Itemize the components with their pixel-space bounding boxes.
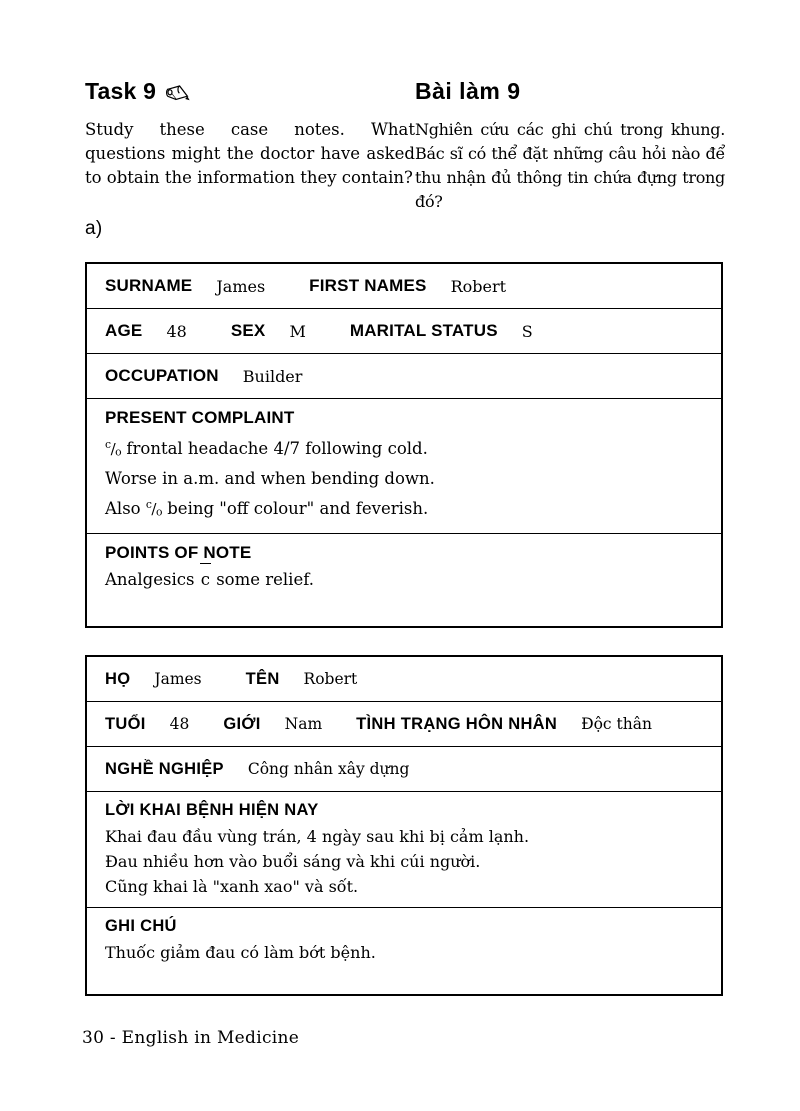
points-of-note-line-1	[105, 567, 721, 593]
points-of-note-rest: some relief.	[216, 570, 314, 590]
points-of-note-label: POINTS OF NOTE	[105, 543, 252, 563]
occupation-value: Builder	[242, 366, 303, 386]
row-surname-vi	[87, 657, 721, 702]
surname-value: James	[216, 276, 266, 296]
row-age-sex-marital-vi	[87, 702, 721, 747]
c-over-o-symbol: $^c/_o$	[105, 438, 122, 459]
row-occupation-vi	[87, 747, 721, 792]
present-complaint-label: PRESENT COMPLAINT	[105, 408, 295, 427]
present-complaint-line-3	[105, 492, 721, 526]
occupation-value-vi: Công nhân xây dựng	[247, 760, 410, 778]
row-present-complaint-vi	[87, 792, 721, 908]
vietnamese-task-title	[415, 78, 725, 104]
present-complaint-line-2: Worse in a.m. and when bending down.	[105, 468, 435, 488]
case-notes-box-english	[85, 262, 723, 628]
age-label-vi: TUỔI	[105, 714, 146, 733]
surname-value-vi: James	[154, 670, 202, 688]
vietnamese-column	[415, 78, 725, 214]
row-points-of-note-vi	[87, 908, 721, 973]
surname-label: SURNAME	[105, 276, 193, 295]
age-value-vi: 48	[169, 715, 190, 733]
marital-status-label-vi: TÌNH TRẠNG HÔN NHÂN	[356, 714, 558, 733]
task-title	[85, 78, 415, 104]
english-instruction-text: Study these case notes. What questions might the doctor have asked to obtain the information they contain?	[85, 120, 415, 187]
row-occupation	[87, 354, 721, 399]
row-age-sex-marital	[87, 309, 721, 354]
marital-status-value-vi: Độc thân	[581, 715, 652, 733]
pencil-icon	[165, 83, 191, 103]
section-letter: a)	[85, 218, 103, 239]
marital-status-label: MARITAL STATUS	[349, 321, 498, 340]
sex-value: M	[289, 321, 306, 341]
marital-status-value: S	[521, 321, 533, 341]
case-notes-box-vietnamese	[85, 655, 723, 996]
vietnamese-instruction-text: Nghiên cứu các ghi chú trong khung. Bác sĩ có thể đặt những câu hỏi nào để thu nhận đủ thông tin chứa đựng trong đó?	[415, 120, 725, 211]
c-with-overbar-symbol: c	[200, 567, 211, 593]
sex-label: SEX	[230, 321, 266, 340]
task-title-label: Task 9	[85, 77, 157, 104]
first-names-label-vi: TÊN	[245, 669, 280, 688]
c-over-o-symbol-2: $^c/_o$	[145, 497, 162, 519]
present-complaint-line-1-vi: Khai đau đầu vùng trán, 4 ngày sau khi bị cảm lạnh.	[105, 827, 530, 846]
vietnamese-task-title-label: Bài làm 9	[415, 77, 521, 104]
first-names-value: Robert	[450, 276, 507, 296]
present-complaint-line-1	[105, 432, 721, 466]
points-of-note-line-1-vi: Thuốc giảm đau có làm bớt bệnh.	[105, 943, 376, 962]
age-label: AGE	[105, 321, 143, 340]
surname-label-vi: HỌ	[105, 669, 131, 688]
first-names-value-vi: Robert	[303, 670, 358, 688]
present-complaint-line-3-vi: Cũng khai là "xanh xao" và sốt.	[105, 877, 359, 896]
present-complaint-label-vi: LỜI KHAI BỆNH HIỆN NAY	[105, 801, 319, 819]
row-points-of-note	[87, 534, 721, 601]
present-complaint-line-2-vi: Đau nhiều hơn vào buổi sáng và khi cúi người.	[105, 852, 481, 871]
points-of-note-label-vi: GHI CHÚ	[105, 917, 177, 935]
present-complaint-line-1-text: frontal headache 4/7 following cold.	[126, 438, 428, 458]
row-surname	[87, 264, 721, 309]
occupation-label-vi: NGHỀ NGHIỆP	[105, 759, 224, 778]
first-names-label: FIRST NAMES	[309, 276, 427, 295]
page-footer: 30 - English in Medicine	[82, 1028, 300, 1048]
sex-label-vi: GIỚI	[223, 714, 261, 733]
present-complaint-line-3-pre: Also	[105, 498, 141, 518]
row-present-complaint	[87, 399, 721, 534]
intro-section	[85, 78, 725, 214]
occupation-label: OCCUPATION	[105, 366, 219, 385]
points-of-note-pre: Analgesics	[105, 570, 195, 590]
sex-value-vi: Nam	[284, 715, 323, 733]
age-value: 48	[166, 321, 187, 341]
present-complaint-line-3-text: being "off colour" and feverish.	[167, 498, 429, 518]
english-column	[85, 78, 415, 214]
